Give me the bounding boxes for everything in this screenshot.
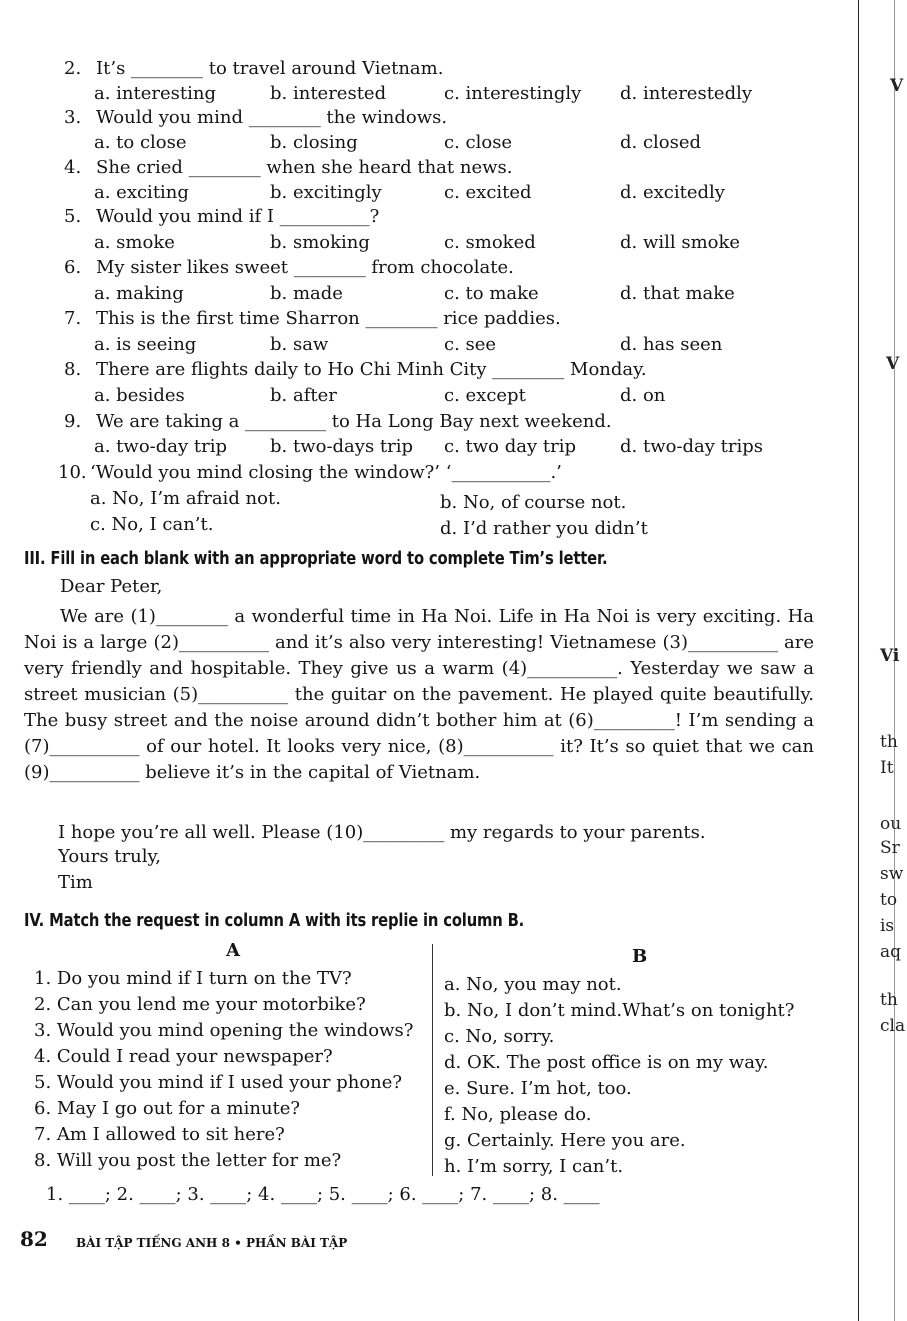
- answer-option: a. to close: [94, 132, 187, 153]
- column-b-item: f. No, please do.: [444, 1104, 592, 1125]
- answer-option: d. two-day trips: [620, 436, 764, 457]
- column-b-item: e. Sure. I’m hot, too.: [444, 1078, 632, 1099]
- adjacent-page-strip: [850, 0, 907, 1321]
- answer-option: a. besides: [94, 385, 185, 406]
- answer-option: a. No, I’m afraid not.: [90, 488, 281, 509]
- adjacent-page-fragment: V: [886, 354, 900, 374]
- column-a-item: 2. Can you lend me your motorbike?: [34, 994, 366, 1015]
- column-b-item: c. No, sorry.: [444, 1026, 555, 1047]
- answer-option: a. smoke: [94, 232, 175, 253]
- question-number: 6.: [64, 257, 82, 278]
- answer-option: d. excitedly: [620, 182, 725, 203]
- letter-salutation: Dear Peter,: [60, 576, 163, 597]
- column-divider: [432, 944, 433, 1176]
- column-b-title: B: [632, 946, 648, 967]
- answer-option: b. saw: [270, 334, 329, 355]
- adjacent-page-fragment: cla: [880, 1016, 906, 1036]
- answer-option: b. after: [270, 385, 337, 406]
- column-a-item: 5. Would you mind if I used your phone?: [34, 1072, 403, 1093]
- column-b-item: g. Certainly. Here you are.: [444, 1130, 686, 1151]
- answer-option: c. to make: [444, 283, 539, 304]
- answer-option: b. smoking: [270, 232, 370, 253]
- question-number: 10.: [58, 462, 87, 483]
- question-number: 5.: [64, 206, 82, 227]
- answer-option: d. will smoke: [620, 232, 741, 253]
- answer-option: c. smoked: [444, 232, 536, 253]
- question-stem: Would you mind ________ the windows.: [96, 107, 448, 128]
- binding-line: [858, 0, 859, 1321]
- answer-option: b. excitingly: [270, 182, 382, 203]
- question-number: 9.: [64, 411, 82, 432]
- question-number: 3.: [64, 107, 82, 128]
- answer-option: d. has seen: [620, 334, 723, 355]
- letter-closing: I hope you’re all well. Please (10)_________ my regards to your parents.: [58, 822, 706, 843]
- answer-option: b. No, of course not.: [440, 492, 627, 513]
- adjacent-page-fragment: to: [880, 890, 898, 910]
- adjacent-page-fragment: is: [880, 916, 895, 936]
- column-b-item: b. No, I don’t mind.What’s on tonight?: [444, 1000, 795, 1021]
- letter-body-text: We are (1)________ a wonderful time in Ha Noi. Life in Ha Noi is very exciting. Ha Noi is a large (2)__________ and it’s also very interesting! Vietnamese (3)__________ are very friendly and hospitable. They give us a warm (4)__________. Yesterday we saw a street musician (5)__________ the guitar on the pavement. He played quite beautifully. The busy street and the noise around didn’t bother him at (6)_________! I’m sending a (7)__________ of our hotel. It looks very nice, (8)__________ it? It’s so quiet that we can (9)__________ believe it’s in the capital of Vietnam.: [24, 606, 814, 783]
- letter-body: [24, 604, 814, 786]
- answer-option: a. making: [94, 283, 184, 304]
- adjacent-page-fragment: th: [880, 990, 898, 1010]
- answer-option: a. interesting: [94, 83, 217, 104]
- answer-option: b. closing: [270, 132, 358, 153]
- adjacent-page-fragment: It: [880, 758, 894, 778]
- answer-option: c. interestingly: [444, 83, 582, 104]
- answer-option: d. closed: [620, 132, 702, 153]
- answer-option: d. interestedly: [620, 83, 753, 104]
- question-stem: My sister likes sweet ________ from chocolate.: [96, 257, 514, 278]
- adjacent-page-fragment: th: [880, 732, 898, 752]
- answer-blanks: 1. ____; 2. ____; 3. ____; 4. ____; 5. ____; 6. ____; 7. ____; 8. ____: [46, 1184, 600, 1205]
- question-number: 8.: [64, 359, 82, 380]
- question-stem: Would you mind if I __________?: [96, 206, 380, 227]
- adjacent-page-fragment: Sr: [880, 838, 900, 858]
- answer-option: b. interested: [270, 83, 387, 104]
- question-number: 4.: [64, 157, 82, 178]
- column-a-title: A: [226, 940, 240, 961]
- section-4-heading: IV. Match the request in column A with its replie in column B.: [24, 910, 525, 931]
- question-stem: She cried ________ when she heard that news.: [96, 157, 513, 178]
- answer-option: d. on: [620, 385, 666, 406]
- page-number: 82: [20, 1227, 48, 1251]
- answer-option: c. except: [444, 385, 526, 406]
- letter-name: Tim: [58, 872, 93, 893]
- answer-option: a. two-day trip: [94, 436, 227, 457]
- column-a-item: 6. May I go out for a minute?: [34, 1098, 301, 1119]
- question-number: 2.: [64, 58, 82, 79]
- section-3-heading: III. Fill in each blank with an appropriate word to complete Tim’s letter.: [24, 548, 608, 569]
- question-stem: It’s ________ to travel around Vietnam.: [96, 58, 444, 79]
- column-a-item: 3. Would you mind opening the windows?: [34, 1020, 414, 1041]
- adjacent-page-fragment: sw: [880, 864, 904, 884]
- adjacent-page-fragment: Vi: [880, 646, 900, 666]
- adjacent-page-fragment: V: [890, 76, 904, 96]
- column-a-item: 8. Will you post the letter for me?: [34, 1150, 342, 1171]
- column-a-item: 1. Do you mind if I turn on the TV?: [34, 968, 352, 989]
- adjacent-page-fragment: ou: [880, 814, 902, 834]
- answer-option: a. exciting: [94, 182, 189, 203]
- column-b-item: a. No, you may not.: [444, 974, 622, 995]
- answer-option: c. see: [444, 334, 497, 355]
- adjacent-page-fragment: aq: [880, 942, 902, 962]
- footer-title: BÀI TẬP TIẾNG ANH 8 • PHẦN BÀI TẬP: [76, 1236, 348, 1250]
- answer-option: c. two day trip: [444, 436, 576, 457]
- question-stem: There are flights daily to Ho Chi Minh City ________ Monday.: [96, 359, 647, 380]
- answer-option: c. No, I can’t.: [90, 514, 214, 535]
- answer-option: d. that make: [620, 283, 735, 304]
- answer-option: a. is seeing: [94, 334, 197, 355]
- question-number: 7.: [64, 308, 82, 329]
- question-stem: We are taking a _________ to Ha Long Bay next weekend.: [96, 411, 612, 432]
- column-b-item: d. OK. The post office is on my way.: [444, 1052, 769, 1073]
- letter-signoff: Yours truly,: [58, 846, 161, 867]
- answer-option: c. excited: [444, 182, 532, 203]
- question-stem: This is the first time Sharron ________ rice paddies.: [96, 308, 561, 329]
- column-a-item: 7. Am I allowed to sit here?: [34, 1124, 285, 1145]
- question-stem: ‘Would you mind closing the window?’ ‘___________.’: [90, 462, 562, 483]
- answer-option: b. two-days trip: [270, 436, 414, 457]
- answer-option: d. I’d rather you didn’t: [440, 518, 648, 539]
- column-b-item: h. I’m sorry, I can’t.: [444, 1156, 624, 1177]
- column-a-item: 4. Could I read your newspaper?: [34, 1046, 333, 1067]
- answer-option: c. close: [444, 132, 513, 153]
- answer-option: b. made: [270, 283, 343, 304]
